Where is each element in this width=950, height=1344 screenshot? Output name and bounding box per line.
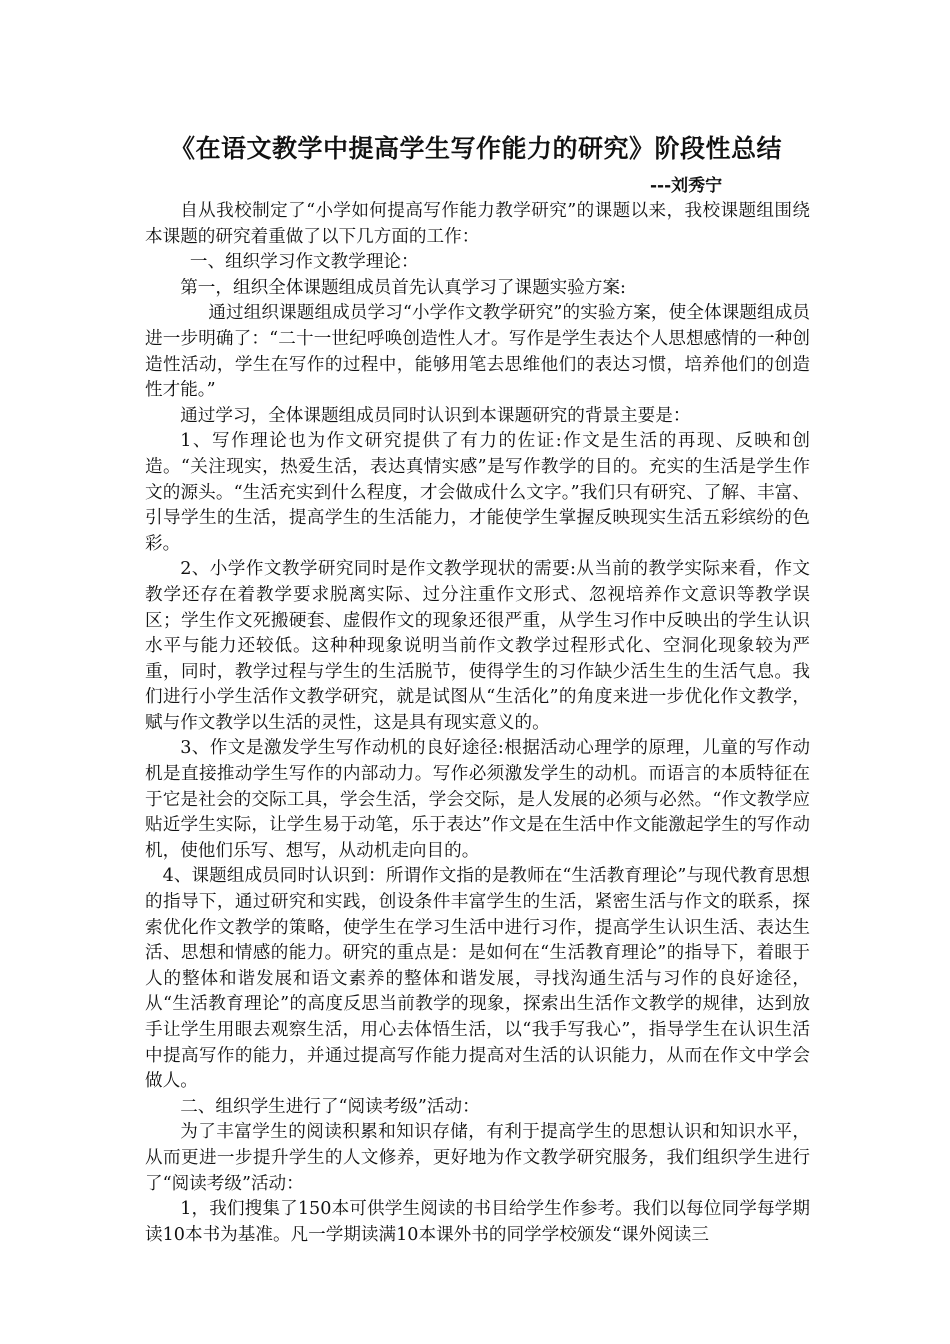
section-heading: 二、组织学生进行了“阅读考级”活动： [180,1096,480,1117]
section-heading: 一、组织学习作文教学理论： [189,252,419,273]
paragraph: 4、课题组成员同时认识到：所谓作文指的是教师在“生活教育理论”与现代教育思想的指导下，通过研究和实践，创设条件丰富学生的生活，紧密生活与作文的联系，探索优化作文教学的策略，使学生在学习生活中进行习作，提高学生认识生活、表达生活、思想和情感的能力。研究的重点是：是如何在“生活教育理论”的指导下，着眼于人的整体和谐发展和语文素养的整体和谐发展，寻找沟通生活与习作的良好途径，从“生活教育理论”的高度反思当前教学的现象，探索出生活作文教学的规律，达到放手让学生用眼去观察生活，用心去体悟生活，以“我手写我心”，指导学生在认识生活中提高写作的能力，并通过提高写作能力提高对生活的认识能力，从而在作文中学会做人。 [145,866,810,1092]
paragraph: 自从我校制定了“小学如何提高写作能力教学研究”的课题以来，我校课题组围绕本课题的研究着重做了以下几方面的工作： [145,201,810,247]
paragraph: 2、小学作文教学研究同时是作文教学现状的需要:从当前的教学实际来看，作文教学还存在着教学要求脱离实际、过分注重作文形式、忽视培养作文意识等教学误区；学生作文死搬硬套、虚假作文的现象还很严重，从学生习作中反映出的学生认识水平与能力还较低。这种种现象说明当前作文教学过程形式化、空洞化现象较为严重，同时，教学过程与学生的生活脱节，使得学生的习作缺少活生生的生活气息。我们进行小学生活作文教学研究，就是试图从“生活化”的角度来进一步优化作文教学，赋与作文教学以生活的灵性，这是具有现实意义的。 [145,559,810,733]
paragraph: 通过组织课题组成员学习“小学作文教学研究”的实验方案，使全体课题组成员进一步明确了：“二十一世纪呼唤创造性人才。写作是学生表达个人思想感情的一种创造性活动，学生在写作的过程中，能够用笔去思维他们的表达习惯，培养他们的创造性才能。” [145,303,810,401]
document-body [145,199,810,1248]
paragraph: 通过学习，全体课题组成员同时认识到本课题研究的背景主要是： [180,405,691,426]
paragraph: 第一，组织全体课题组成员首先认真学习了课题实验方案: [180,277,626,298]
document-author: ---刘秀宁 [650,176,723,196]
paragraph: 1，我们搜集了150本可供学生阅读的书目给学生作参考。我们以每位同学每学期读10本书为基准。凡一学期读满10本课外书的同学学校颁发“课外阅读三 [145,1199,810,1245]
paragraph: 为了丰富学生的阅读积累和知识存储，有利于提高学生的思想认识和知识水平，从而更进一步提升学生的人文修养，更好地为作文教学研究服务，我们组织学生进行了“阅读考级”活动： [145,1122,810,1194]
paragraph: 1、写作理论也为作文研究提供了有力的佐证:作文是生活的再现、反映和创造。“关注现实，热爱生活，表达真情实感”是写作教学的目的。充实的生活是学生作文的源头。“生活充实到什么程度，才会做成什么文字。”我们只有研究、了解、丰富、引导学生的生活，提高学生的生活能力，才能使学生掌握反映现实生活五彩缤纷的色彩。 [145,431,810,554]
document-title: 《在语文教学中提高学生写作能力的研究》阶段性总结 [170,134,783,163]
paragraph: 3、作文是激发学生写作动机的良好途径:根据活动心理学的原理，儿童的写作动机是直接推动学生写作的内部动力。写作必须激发学生的动机。而语言的本质特征在于它是社会的交际工具，学会生活，学会交际，是人发展的必须与必然。“作文教学应贴近学生实际，让学生易于动笔，乐于表达”作文是在生活中作文能激起学生的写作动机，使他们乐写、想写，从动机走向目的。 [145,738,810,861]
